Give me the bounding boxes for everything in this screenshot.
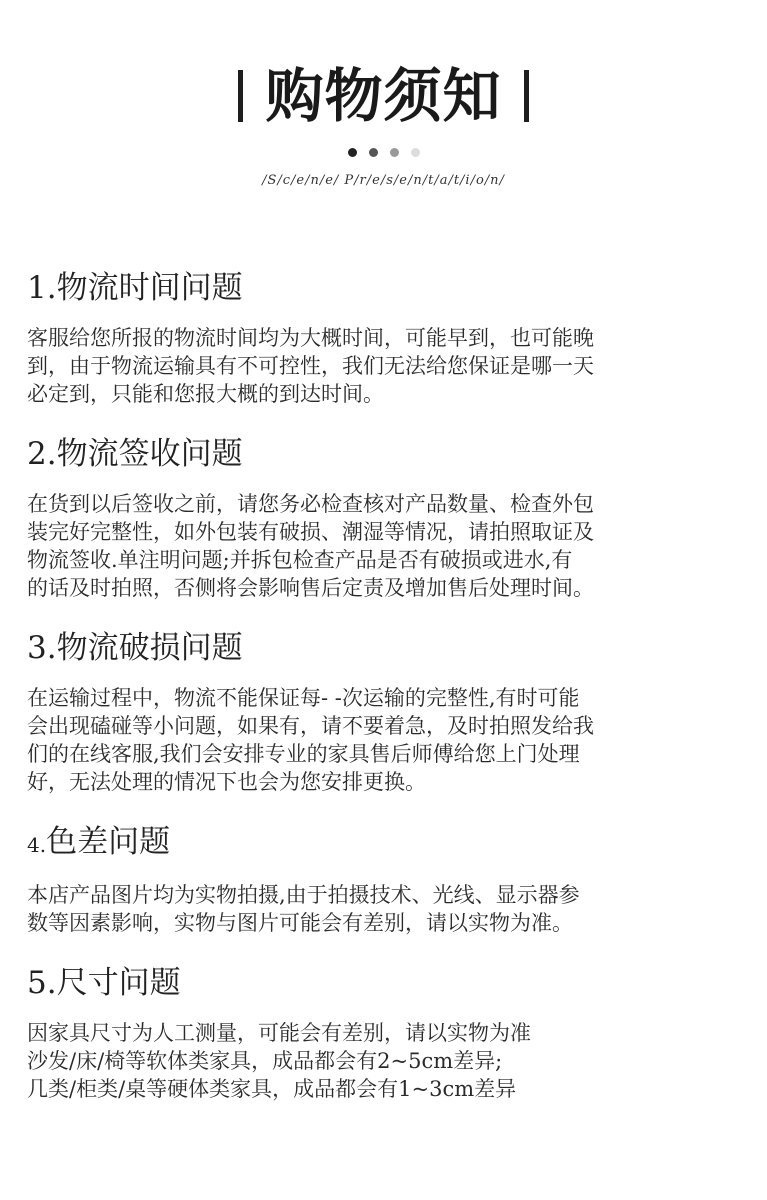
body-line: 们的在线客服,我们会安排专业的家具售后师傅给您上门处理 (27, 742, 580, 766)
page-title: 购物须知 (265, 62, 502, 130)
section-number: 4. (27, 833, 47, 857)
body-line: 必定到，只能和您报大概的到达时间。 (27, 382, 384, 406)
dot-1 (348, 148, 357, 157)
title-row (0, 58, 767, 134)
section-number: 3. (27, 630, 57, 666)
section-body (27, 490, 647, 602)
body-line: 几类/柜类/桌等硬体类家具，成品都会有1~3cm差异 (27, 1077, 517, 1101)
title-left-bar (238, 70, 243, 122)
section-title-text: 物流破损问题 (56, 630, 243, 666)
section-number: 1. (27, 270, 57, 306)
page-subtitle: /S/c/e/n/e/ P/r/e/s/e/n/t/a/t/i/o/n/ (262, 173, 505, 188)
body-line: 的话及时拍照，否侧将会影响售后定责及增加售后处理时间。 (27, 576, 594, 600)
title-right-bar (524, 70, 529, 122)
dot-4 (411, 148, 420, 157)
section-number: 5. (27, 965, 57, 1001)
section-shipping-time (27, 266, 647, 408)
decorative-dots (0, 148, 767, 157)
notice-content (27, 266, 647, 1127)
section-title-text: 物流时间问题 (56, 270, 243, 306)
section-shipping-damage (27, 626, 647, 796)
section-body (27, 1019, 647, 1103)
section-color-difference (27, 820, 647, 937)
body-line: 物流签收.单注明问题;并拆包检查产品是否有破损或进水,有 (27, 548, 573, 572)
section-title (27, 820, 647, 867)
section-title (27, 961, 647, 1005)
body-line: 好，无法处理的情况下也会为您安排更换。 (27, 770, 426, 794)
section-title (27, 432, 647, 476)
section-delivery-signing (27, 432, 647, 602)
section-title (27, 626, 647, 670)
section-title (27, 266, 647, 310)
body-line: 因家具尺寸为人工测量，可能会有差别，请以实物为准 (27, 1021, 531, 1045)
section-body (27, 324, 647, 408)
dot-3 (390, 148, 399, 157)
body-line: 会出现磕碰等小问题，如果有，请不要着急，及时拍照发给我 (27, 714, 594, 738)
section-title-text: 物流签收问题 (56, 436, 243, 472)
body-line: 在货到以后签收之前，请您务必检查核对产品数量、检查外包 (27, 492, 594, 516)
section-size (27, 961, 647, 1103)
section-title-text: 尺寸问题 (56, 965, 181, 1001)
body-line: 在运输过程中，物流不能保证每- -次运输的完整性,有时可能 (27, 686, 580, 710)
body-line: 数等因素影响，实物与图片可能会有差别，请以实物为准。 (27, 911, 573, 935)
body-line: 到，由于物流运输具有不可控性，我们无法给您保证是哪一天 (27, 354, 594, 378)
dot-2 (369, 148, 378, 157)
body-line: 客服给您所报的物流时间均为大概时间，可能早到，也可能晚 (27, 326, 594, 350)
section-body (27, 881, 647, 937)
section-body (27, 684, 647, 796)
body-line: 沙发/床/椅等软体类家具，成品都会有2~5cm差异; (27, 1049, 503, 1073)
section-number: 2. (27, 436, 57, 472)
body-line: 装完好完整性，如外包装有破损、潮湿等情况，请拍照取证及 (27, 520, 594, 544)
page-header (0, 58, 767, 188)
section-title-text: 色差问题 (46, 824, 171, 860)
body-line: 本店产品图片均为实物拍摄,由于拍摄技术、光线、显示器参 (27, 883, 580, 907)
